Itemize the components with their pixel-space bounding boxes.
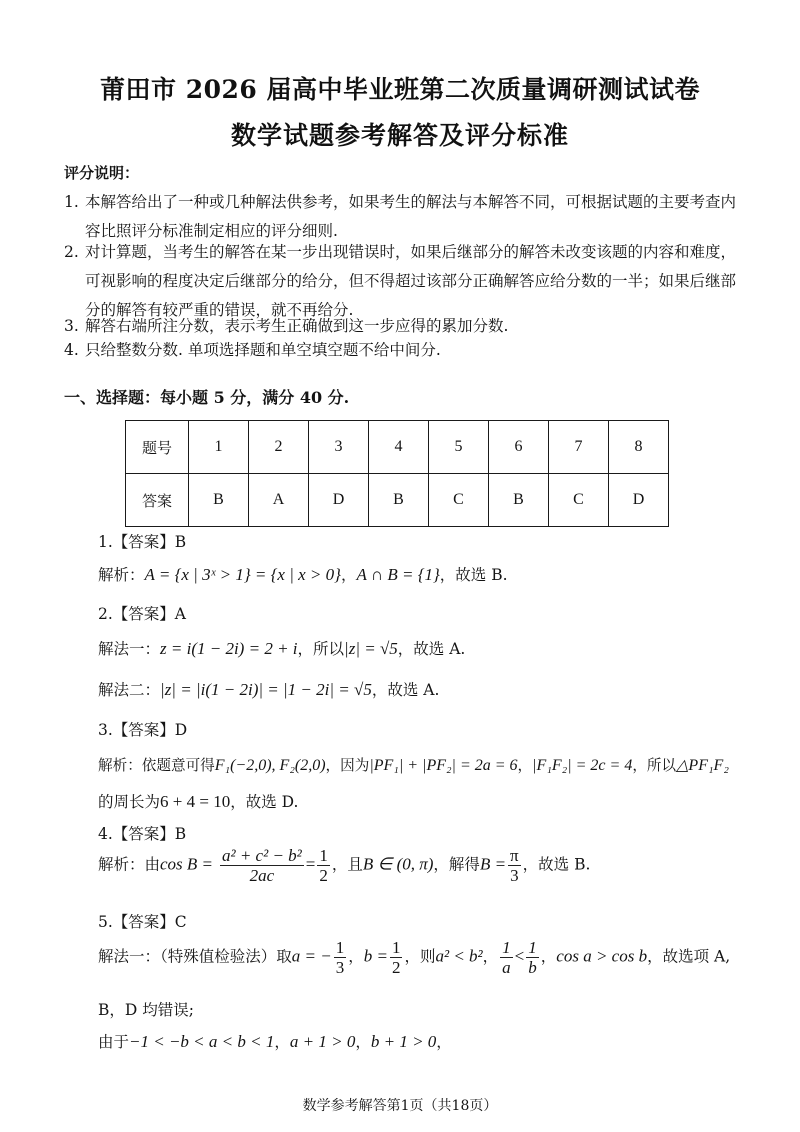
- q4-half-fraction: $\frac{1}{2}$: [319, 846, 328, 885]
- q1-analysis: 解析：A = {x | 3ˣ > 1} = {x | x > 0}，A ∩ B = {1}，故选 B.: [98, 565, 508, 584]
- table-cell-number: 7: [549, 421, 609, 474]
- q1-set-a: A = {x | 3ˣ > 1} = {x | x > 0}: [144, 565, 341, 584]
- table-cell-answer: C: [429, 474, 489, 527]
- q2-answer-label: 2.【答案】A: [98, 605, 186, 623]
- table-cell-answer: D: [609, 474, 669, 527]
- q5-inverse-a: $\frac{1}{a}$: [502, 938, 511, 977]
- q2-method2: 解法二：|z| = |i(1 − 2i)| = |1 − 2i| = √5，故选 A.: [98, 680, 440, 699]
- q4-pi-fraction: $\frac{\pi}{3}$: [510, 846, 519, 885]
- q4-analysis: 解析：由cos B = $\frac{\text{a² + c² − b²}}{2ac}$ = $\frac{1}{2}$ ，且B ∈ (0, π)，解得B = $\frac{\pi}{3}$ ，故选 B.: [98, 846, 591, 885]
- q5-a-fraction: $\frac{1}{3}$: [335, 938, 345, 977]
- answer-table-number-row: [126, 421, 669, 474]
- q5-answer-label: 5.【答案】C: [98, 913, 187, 931]
- q5-b-fraction: $\frac{1}{2}$: [391, 938, 401, 977]
- q1-answer-label: 1.【答案】B: [98, 533, 187, 551]
- q2-method1-modulus: |z| = √5: [344, 639, 398, 658]
- q3-answer-label: 3.【答案】D: [98, 721, 188, 739]
- table-cell-number: 1: [189, 421, 249, 474]
- q2-method1-expr: z = i(1 − 2i) = 2 + i: [160, 639, 298, 658]
- table-cell-number: 2: [249, 421, 309, 474]
- answer-table-answer-row: [126, 474, 669, 527]
- table-cell-number: 3: [309, 421, 369, 474]
- q1-intersection: A ∩ B = {1}: [356, 565, 440, 584]
- section-heading-choice: 一、选择题：每小题 5 分，满分 40 分.: [64, 388, 350, 407]
- document-title: 莆田市 2026 届高中毕业班第二次质量调研测试试卷: [100, 75, 700, 104]
- table-cell-number: 8: [609, 421, 669, 474]
- q4-cosine-fraction: $\frac{\text{a² + c² − b²}}{2ac}$: [221, 846, 302, 885]
- q5-method1-line1: 解法一：（特殊值检验法）取a = − $\frac{1}{3}$ ，b = $\frac{1}{2}$ ，则a² < b²， $\frac{1}{a}$ < $\frac{1}{b}$ ，cos a > cos b，故选项 A,: [98, 938, 731, 977]
- table-cell-number: 4: [369, 421, 429, 474]
- document-subtitle: 数学试题参考解答及评分标准: [230, 121, 569, 150]
- table-cell-answer: B: [189, 474, 249, 527]
- table-cell-answer: A: [249, 474, 309, 527]
- table-header-answer: 答案: [126, 474, 189, 527]
- table-cell-answer: C: [549, 474, 609, 527]
- scoring-note-1: 1. 本解答给出了一种或几种解法供参考，如果考生的解法与本解答不同，可根据试题的主要考查内容比照评分标准制定相应的评分细则.: [64, 193, 737, 240]
- table-cell-answer: D: [309, 474, 369, 527]
- scoring-note-2: 2. 对计算题，当考生的解答在某一步出现错误时，如果后继部分的解答未改变该题的内容和难度，可视影响的程度决定后继部分的给分，但不得超过该部分正确解答应给分数的一半；如果后继部分的解答有较严重的错误，就不再给分.: [64, 243, 737, 319]
- table-cell-number: 5: [429, 421, 489, 474]
- table-cell-answer: B: [489, 474, 549, 527]
- scoring-note-4: 4. 只给整数分数. 单项选择题和单空填空题不给中间分.: [64, 341, 441, 359]
- table-cell-answer: B: [369, 474, 429, 527]
- table-header-number: 题号: [126, 421, 189, 474]
- answer-table: [125, 420, 669, 527]
- scoring-note-3: 3. 解答右端所注分数，表示考生正确做到这一步应得的累加分数.: [64, 317, 509, 335]
- table-cell-number: 6: [489, 421, 549, 474]
- q5-method1-line2: B，D 均错误;: [98, 1001, 194, 1019]
- q2-method2-expr: |z| = |i(1 − 2i)| = |1 − 2i| = √5: [160, 680, 372, 699]
- q5-inverse-b: $\frac{1}{b}$: [528, 938, 537, 977]
- scoring-notes-label: 评分说明：: [64, 164, 140, 182]
- q2-method1: 解法一：z = i(1 − 2i) = 2 + i，所以|z| = √5，故选 A.: [98, 639, 466, 658]
- q4-answer-label: 4.【答案】B: [98, 825, 187, 843]
- q3-analysis-line2: 的周长为6 + 4 = 10，故选 D.: [98, 792, 299, 811]
- q3-analysis-line1: 解析：依题意可得F₁(−2,0), F₂(2,0)，因为|PF₁| + |PF₂| = 2a = 6，|F₁F₂| = 2c = 4，所以△PF₁F₂: [98, 757, 729, 774]
- page-footer: 数学参考解答第1页（共18页）: [302, 1098, 498, 1114]
- q5-method1-line3: 由于−1 < −b < a < b < 1，a + 1 > 0，b + 1 > 0，: [98, 1032, 452, 1051]
